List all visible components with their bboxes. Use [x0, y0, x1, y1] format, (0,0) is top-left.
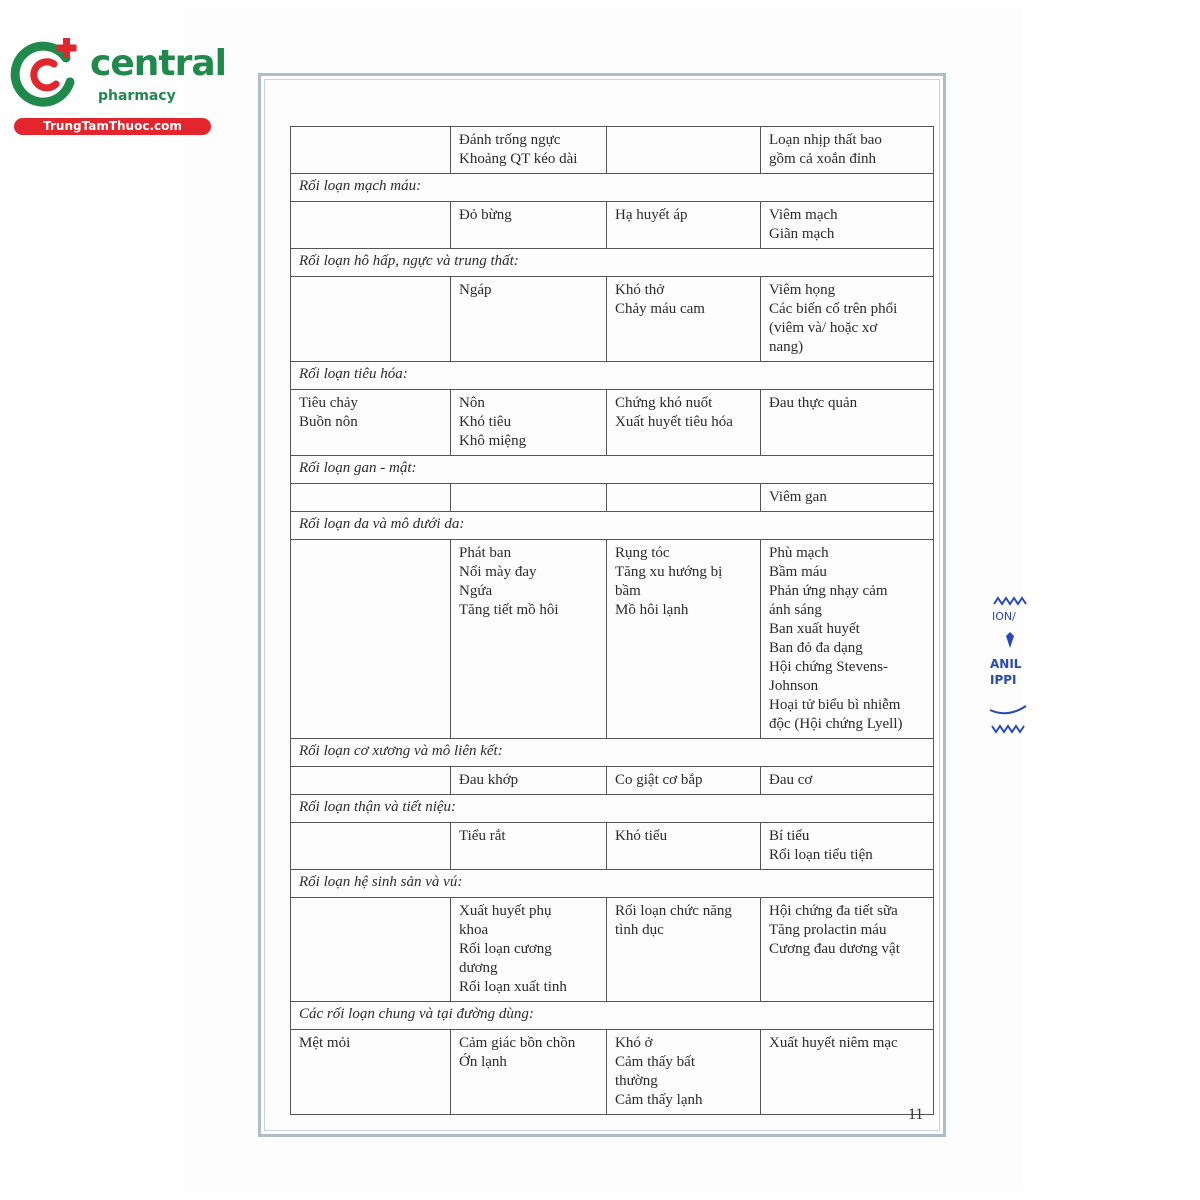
table-row — [291, 127, 934, 174]
table-cell — [291, 823, 451, 870]
cell-line: Chứng khó nuốt — [615, 395, 713, 411]
table-cell — [761, 823, 934, 870]
table-cell — [761, 277, 934, 362]
table-cell — [761, 484, 934, 512]
cell-line: (viêm và/ hoặc xơ — [769, 320, 878, 336]
cell-line: thường — [615, 1073, 658, 1089]
section-row — [291, 1002, 934, 1030]
section-heading: Rối loạn hô hấp, ngực và trung thất: — [291, 249, 934, 277]
cell-line: khoa — [459, 922, 489, 938]
logo-wordmark: central — [90, 43, 226, 84]
section-heading: Rối loạn da và mô dưới da: — [291, 512, 934, 540]
cell-line: Giãn mạch — [769, 226, 835, 242]
section-heading: Rối loạn tiêu hóa: — [291, 362, 934, 390]
section-heading: Rối loạn mạch máu: — [291, 174, 934, 202]
table-cell — [761, 540, 934, 739]
page-number: 11 — [908, 1106, 924, 1123]
logo-site-url[interactable]: TrungTamThuoc.com — [14, 118, 211, 135]
table-cell — [451, 390, 607, 456]
cell-line: Ban xuất huyết — [769, 621, 860, 637]
adverse-effects-table-container — [290, 126, 933, 1115]
table-cell — [607, 767, 761, 795]
table-row — [291, 484, 934, 512]
cell-line: Khoảng QT kéo dài — [459, 151, 578, 167]
table-cell — [291, 390, 451, 456]
cell-line: Rối loạn tiểu tiện — [769, 847, 873, 863]
table-row — [291, 277, 934, 362]
table-cell — [291, 127, 451, 174]
section-heading: Rối loạn thận và tiết niệu: — [291, 795, 934, 823]
table-row — [291, 823, 934, 870]
adverse-effects-table — [290, 126, 934, 1115]
table-row — [291, 1030, 934, 1115]
cell-line: Viêm họng — [769, 282, 836, 298]
table-row — [291, 898, 934, 1002]
cell-line: Viêm gan — [769, 489, 827, 505]
stamp-fragment — [988, 596, 1028, 736]
section-heading: Các rối loạn chung và tại đường dùng: — [291, 1002, 934, 1030]
cell-line: Rối loạn cương — [459, 941, 552, 957]
cell-line: Hội chứng Stevens- — [769, 659, 888, 675]
section-heading: Rối loạn gan - mật: — [291, 456, 934, 484]
cell-line: Buồn nôn — [299, 414, 358, 430]
cell-line: Phát ban — [459, 545, 512, 561]
cell-line: Cảm giác bồn chồn — [459, 1035, 576, 1051]
section-row — [291, 456, 934, 484]
stamp-text-1: ION/ — [992, 610, 1016, 623]
section-row — [291, 512, 934, 540]
section-row — [291, 795, 934, 823]
cell-line: Loạn nhịp thất bao — [769, 132, 882, 148]
table-cell — [761, 1030, 934, 1115]
cell-line: Nôn — [459, 395, 485, 411]
cell-line: Bí tiểu — [769, 828, 810, 844]
table-cell — [607, 202, 761, 249]
table-row — [291, 540, 934, 739]
table-cell — [607, 484, 761, 512]
cell-line: Đau thực quản — [769, 395, 858, 411]
table-cell — [761, 390, 934, 456]
cell-line: Đau khớp — [459, 772, 519, 788]
section-row — [291, 174, 934, 202]
cell-line: ánh sáng — [769, 602, 822, 618]
table-row — [291, 767, 934, 795]
cell-line: Phù mạch — [769, 545, 829, 561]
cell-line: dương — [459, 960, 498, 976]
cell-line: Tăng prolactin máu — [769, 922, 887, 938]
cell-line: Khó tiêu — [459, 414, 512, 430]
cell-line: Nổi mày đay — [459, 564, 537, 580]
table-cell — [451, 767, 607, 795]
cell-line: Hội chứng đa tiết sữa — [769, 903, 898, 919]
stamp-text-2: ANIL — [990, 657, 1022, 671]
cell-line: Khô miệng — [459, 433, 527, 449]
cell-line: Tiêu chảy — [299, 395, 359, 411]
table-cell — [451, 823, 607, 870]
cell-line: Phản ứng nhạy cảm — [769, 583, 888, 599]
cell-line: nang) — [769, 339, 804, 355]
cell-line: Johnson — [769, 678, 819, 694]
table-cell — [761, 127, 934, 174]
cell-line: Cảm thấy lạnh — [615, 1092, 703, 1108]
cell-line: Xuất huyết tiêu hóa — [615, 414, 733, 430]
table-cell — [451, 898, 607, 1002]
section-heading: Rối loạn cơ xương và mô liên kết: — [291, 739, 934, 767]
cell-line: Khó tiểu — [615, 828, 668, 844]
cell-line: Khó thở — [615, 282, 665, 298]
central-pharmacy-logo[interactable] — [10, 38, 226, 136]
cell-line: Bầm máu — [769, 564, 827, 580]
table-cell — [607, 390, 761, 456]
table-cell — [607, 1030, 761, 1115]
cell-line: bầm — [615, 583, 641, 599]
cell-line: Đau cơ — [769, 772, 813, 788]
table-cell — [607, 898, 761, 1002]
cell-line: Ớn lạnh — [459, 1054, 507, 1070]
table-cell — [451, 1030, 607, 1115]
cell-line: Khó ở — [615, 1035, 653, 1051]
cell-line: Rối loạn chức năng — [615, 903, 732, 919]
table-cell — [291, 540, 451, 739]
cell-line: Cảm thấy bất — [615, 1054, 695, 1070]
cell-line: Xuất huyết niêm mạc — [769, 1035, 898, 1051]
cell-line: Mệt mỏi — [299, 1035, 351, 1051]
section-heading: Rối loạn hệ sinh sản và vú: — [291, 870, 934, 898]
cell-line: gồm cả xoắn đỉnh — [769, 151, 877, 167]
table-cell — [291, 1030, 451, 1115]
table-cell — [607, 823, 761, 870]
pharmacy-cross-icon — [10, 38, 82, 110]
cell-line: Hạ huyết áp — [615, 207, 688, 223]
table-cell — [607, 277, 761, 362]
cell-line: Hoại tử biểu bì nhiễm — [769, 697, 901, 713]
cell-line: Đánh trống ngực — [459, 132, 561, 148]
table-cell — [607, 127, 761, 174]
cell-line: Tăng xu hướng bị — [615, 564, 723, 580]
cell-line: tình dục — [615, 922, 664, 938]
table-cell — [291, 767, 451, 795]
cell-line: độc (Hội chứng Lyell) — [769, 716, 903, 732]
cell-line: Chảy máu cam — [615, 301, 705, 317]
table-cell — [451, 277, 607, 362]
table-cell — [451, 540, 607, 739]
table-cell — [761, 767, 934, 795]
table-cell — [291, 898, 451, 1002]
section-row — [291, 739, 934, 767]
section-row — [291, 249, 934, 277]
section-row — [291, 362, 934, 390]
cell-line: Rối loạn xuất tinh — [459, 979, 567, 995]
table-cell — [761, 202, 934, 249]
stamp-text-3: IPPI — [990, 673, 1017, 687]
cell-line: Cương đau dương vật — [769, 941, 900, 957]
cell-line: Mồ hôi lạnh — [615, 602, 689, 618]
cell-line: Ban đỏ đa dạng — [769, 640, 863, 656]
cell-line: Tăng tiết mồ hôi — [459, 602, 559, 618]
logo-subtitle: pharmacy — [98, 88, 176, 104]
cell-line: Ngáp — [459, 282, 492, 298]
section-row — [291, 870, 934, 898]
table-cell — [291, 277, 451, 362]
table-row — [291, 390, 934, 456]
table-cell — [607, 540, 761, 739]
table-cell — [291, 202, 451, 249]
cell-line: Co giật cơ bắp — [615, 772, 703, 788]
table-cell — [451, 484, 607, 512]
cell-line: Đỏ bừng — [459, 207, 512, 223]
table-cell — [451, 127, 607, 174]
cell-line: Rụng tóc — [615, 545, 670, 561]
table-cell — [291, 484, 451, 512]
cell-line: Viêm mạch — [769, 207, 838, 223]
cell-line: Ngứa — [459, 583, 493, 599]
cell-line: Xuất huyết phụ — [459, 903, 552, 919]
cell-line: Tiểu rắt — [459, 828, 506, 844]
table-cell — [451, 202, 607, 249]
table-cell — [761, 898, 934, 1002]
cell-line: Các biến cố trên phổi — [769, 301, 898, 317]
table-row — [291, 202, 934, 249]
